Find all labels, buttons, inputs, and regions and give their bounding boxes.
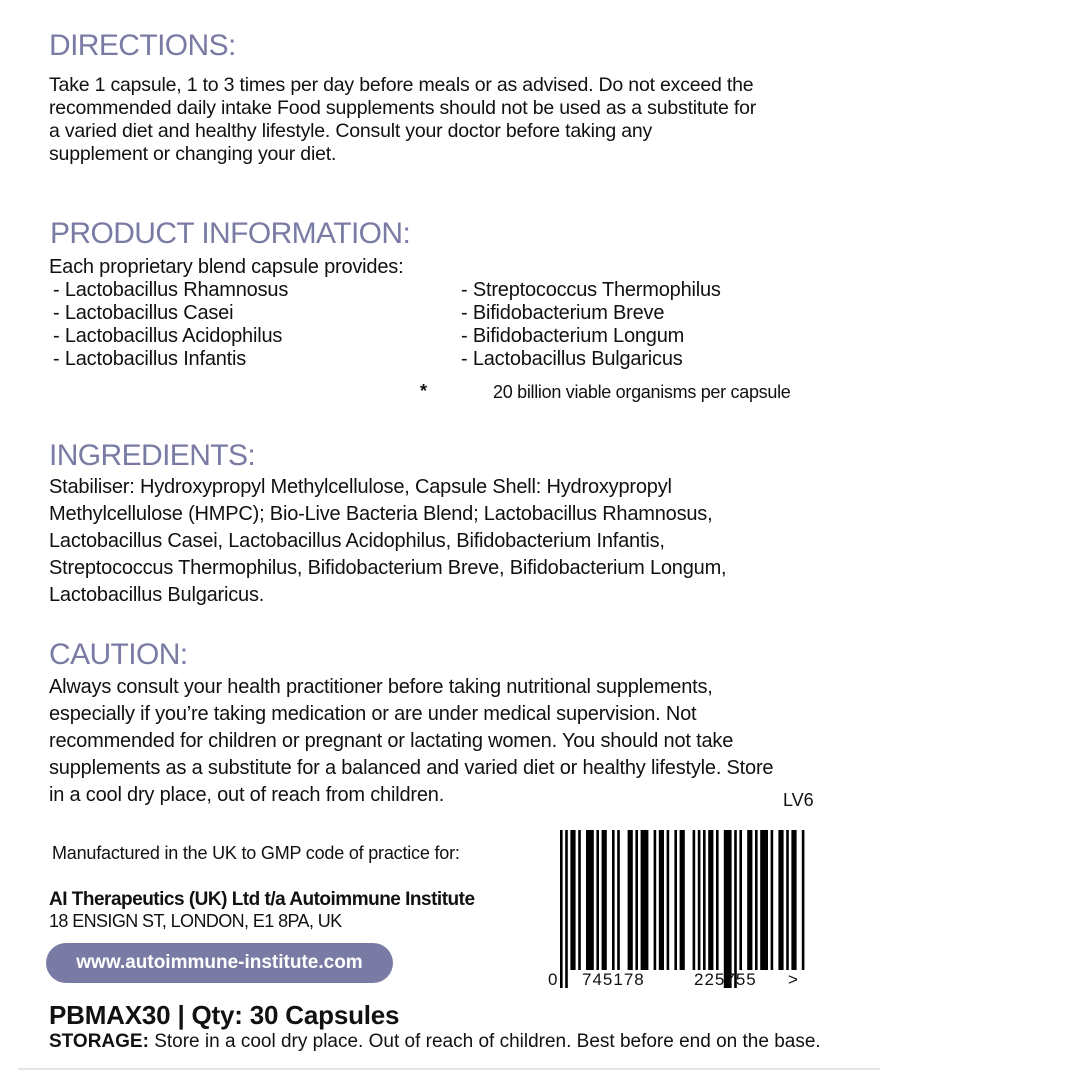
bottom-divider bbox=[18, 1068, 880, 1070]
barcode-bar bbox=[680, 830, 685, 970]
directions-heading: DIRECTIONS: bbox=[49, 29, 236, 62]
barcode-bar bbox=[703, 830, 706, 970]
barcode-bar bbox=[698, 830, 701, 970]
ingredients-line: Lactobacillus Casei, Lactobacillus Acidophilus, Bifidobacterium Infantis, bbox=[49, 530, 665, 552]
barcode-bar bbox=[760, 830, 768, 970]
strain-item: - Lactobacillus Acidophilus bbox=[53, 325, 283, 347]
barcode-bar bbox=[791, 830, 796, 970]
product-info-heading: PRODUCT INFORMATION: bbox=[50, 217, 411, 250]
barcode-bar bbox=[560, 830, 563, 988]
label-version-code: LV6 bbox=[783, 790, 814, 810]
barcode-bar bbox=[570, 830, 575, 970]
storage-text: Store in a cool dry place. Out of reach of children. Best before end on the base. bbox=[148, 1031, 821, 1052]
product-info-intro: Each proprietary blend capsule provides: bbox=[49, 256, 404, 278]
strain-list-left bbox=[53, 279, 288, 371]
footnote-text: 20 billion viable organisms per capsule bbox=[493, 382, 791, 402]
company-name: AI Therapeutics (UK) Ltd t/a Autoimmune Institute bbox=[49, 889, 475, 910]
barcode-bar bbox=[667, 830, 670, 970]
barcode-bar bbox=[734, 830, 737, 988]
barcode-bar bbox=[802, 830, 805, 970]
ingredients-line: Methylcellulose (HMPC); Bio-Live Bacteria Blend; Lactobacillus Rhamnosus, bbox=[49, 503, 713, 525]
manufacturing-statement: Manufactured in the UK to GMP code of practice for: bbox=[52, 843, 460, 863]
barcode-bar bbox=[641, 830, 649, 970]
ingredients-line: Lactobacillus Bulgaricus. bbox=[49, 584, 265, 606]
barcode-bar bbox=[693, 830, 696, 970]
barcode-bars bbox=[560, 830, 805, 988]
directions-text bbox=[49, 74, 869, 166]
product-code-quantity: PBMAX30 | Qty: 30 Capsules bbox=[49, 1000, 400, 1030]
barcode-bar bbox=[724, 830, 732, 988]
barcode-bar bbox=[617, 830, 620, 970]
caution-line: in a cool dry place, out of reach from children. bbox=[49, 784, 445, 806]
strain-item: - Streptococcus Thermophilus bbox=[461, 279, 721, 301]
barcode-lead-digit: 0 bbox=[548, 970, 559, 989]
website-link[interactable]: www.autoimmune-institute.com bbox=[46, 943, 393, 983]
barcode-bar bbox=[716, 830, 719, 970]
barcode-bar bbox=[739, 830, 742, 970]
barcode-left-digits: 745178 bbox=[582, 970, 645, 989]
barcode-bar bbox=[771, 830, 774, 970]
caution-line: supplements as a substitute for a balanced and varied diet or healthy lifestyle. Store bbox=[49, 757, 774, 779]
company-address: 18 ENSIGN ST, LONDON, E1 8PA, UK bbox=[49, 911, 342, 931]
barcode-bar bbox=[586, 830, 594, 970]
barcode-bar bbox=[708, 830, 713, 970]
caution-line: especially if you’re taking medication or are under medical supervision. Not bbox=[49, 703, 697, 725]
directions-line: recommended daily intake Food supplements should not be used as a substitute for bbox=[49, 97, 757, 119]
barcode-bar bbox=[596, 830, 599, 970]
strain-item: - Lactobacillus Casei bbox=[53, 302, 234, 324]
barcode-bar bbox=[755, 830, 758, 970]
caution-line: Always consult your health practitioner before taking nutritional supplements, bbox=[49, 676, 713, 698]
barcode-bar bbox=[565, 830, 568, 988]
barcode-bar bbox=[628, 830, 633, 970]
barcode-bar bbox=[674, 830, 677, 970]
footnote-asterisk: * bbox=[420, 381, 428, 401]
barcode-bar bbox=[778, 830, 783, 970]
barcode-bar bbox=[578, 830, 581, 970]
strain-item: - Lactobacillus Infantis bbox=[53, 348, 247, 370]
directions-line: a varied diet and healthy lifestyle. Consult your doctor before taking any bbox=[49, 120, 653, 142]
barcode-bar bbox=[659, 830, 664, 970]
barcode-trail-mark: > bbox=[788, 970, 799, 989]
storage-label: STORAGE: bbox=[49, 1031, 149, 1052]
barcode-bar bbox=[635, 830, 638, 970]
barcode-bar bbox=[602, 830, 607, 970]
barcode-right-digits: 225755 bbox=[694, 970, 757, 989]
barcode-bar bbox=[654, 830, 657, 970]
directions-line: Take 1 capsule, 1 to 3 times per day before meals or as advised. Do not exceed the bbox=[49, 74, 754, 96]
barcode-bar bbox=[786, 830, 789, 970]
ingredients-text bbox=[49, 474, 849, 609]
barcode-bar bbox=[612, 830, 615, 970]
strain-item: - Bifidobacterium Breve bbox=[461, 302, 665, 324]
storage-info bbox=[49, 1031, 821, 1053]
caution-heading: CAUTION: bbox=[49, 638, 188, 671]
strain-list-right bbox=[461, 279, 721, 371]
strain-item: - Lactobacillus Rhamnosus bbox=[53, 279, 289, 301]
caution-text bbox=[49, 674, 869, 809]
barcode-bar bbox=[747, 830, 752, 970]
ingredients-line: Streptococcus Thermophilus, Bifidobacterium Breve, Bifidobacterium Longum, bbox=[49, 557, 727, 579]
directions-line: supplement or changing your diet. bbox=[49, 143, 337, 165]
ingredients-line: Stabiliser: Hydroxypropyl Methylcellulose, Capsule Shell: Hydroxypropyl bbox=[49, 476, 672, 498]
ingredients-heading: INGREDIENTS: bbox=[49, 439, 256, 472]
strain-item: - Lactobacillus Bulgaricus bbox=[461, 348, 683, 370]
strain-item: - Bifidobacterium Longum bbox=[461, 325, 685, 347]
caution-line: recommended for children or pregnant or lactating women. You should not take bbox=[49, 730, 734, 752]
